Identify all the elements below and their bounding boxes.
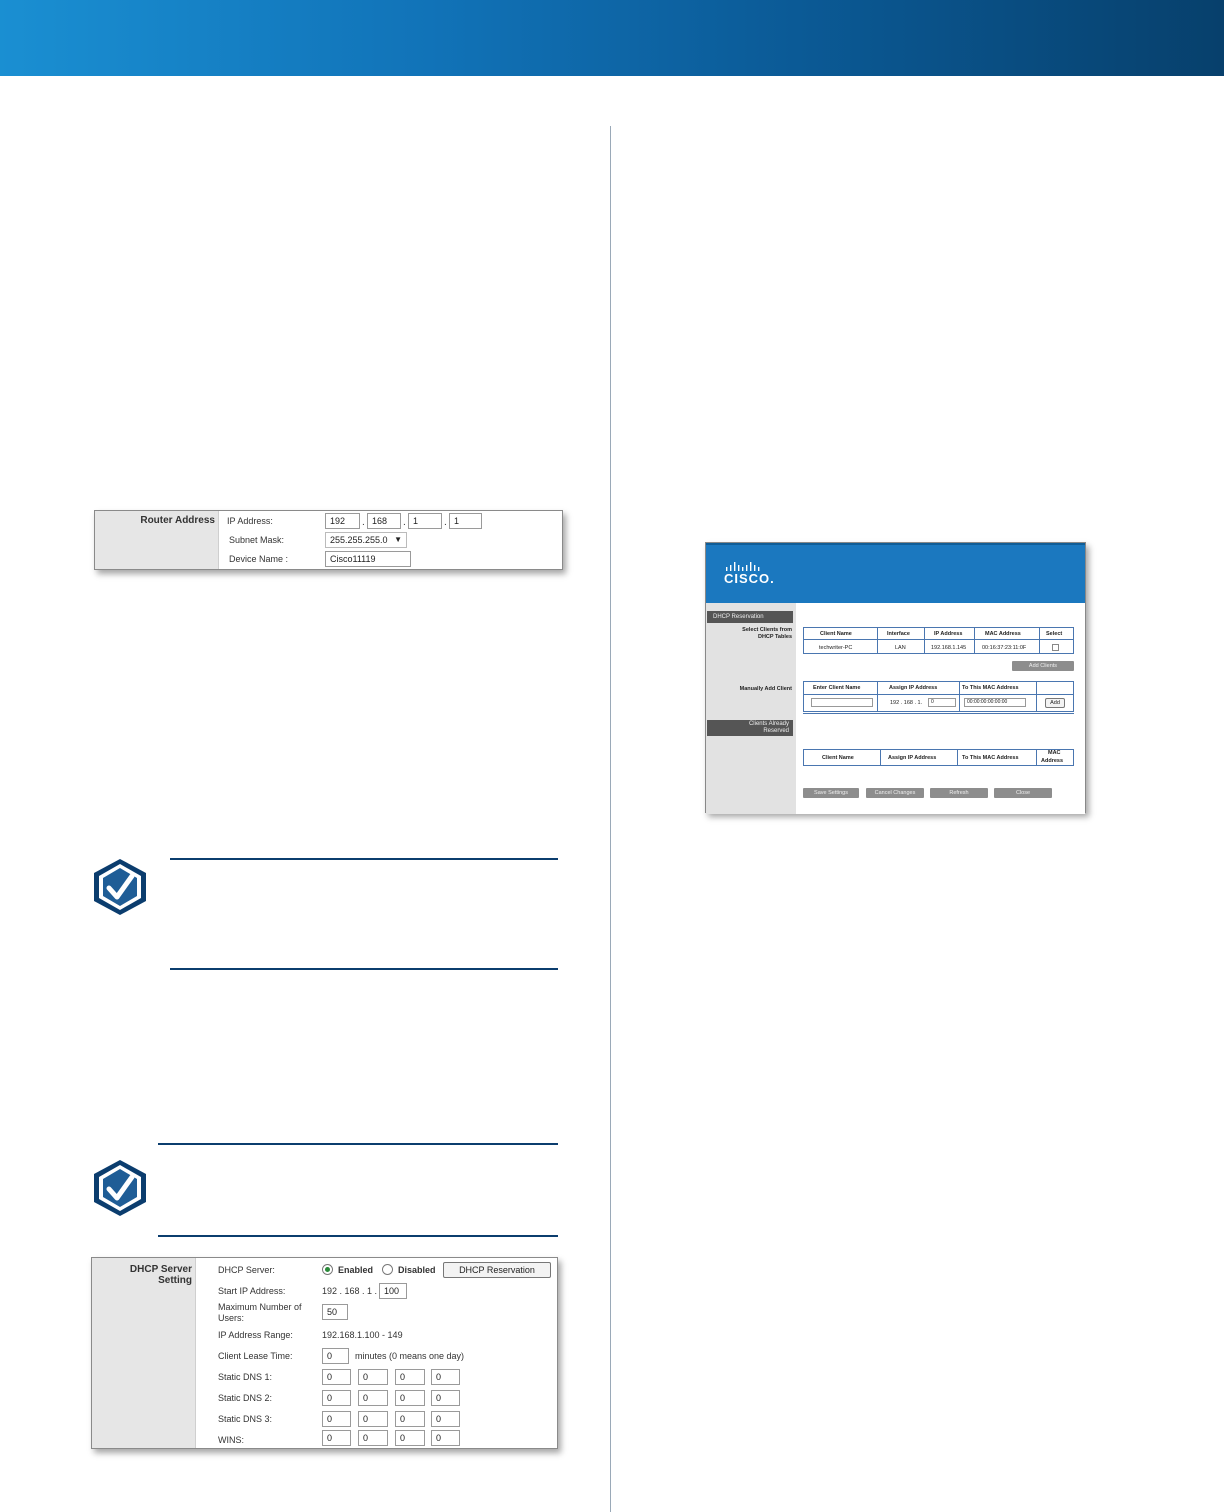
dns2-octet-input[interactable]: 0 [395, 1390, 425, 1406]
manual-ip-prefix: 192 . 168 . 1. [890, 700, 923, 706]
manually-add-client-label: Manually Add Client [739, 686, 792, 692]
dhcp-reservation-section-bar: DHCP Reservation [707, 611, 793, 623]
static-dns-2-label: Static DNS 2: [218, 1393, 273, 1403]
col-assign-ip-address: Assign IP Address [889, 685, 938, 691]
device-name-input[interactable]: Cisco11119 [325, 551, 411, 567]
dns1-octet-input[interactable]: 0 [431, 1369, 460, 1385]
ip-octet-3-input[interactable]: 1 [408, 513, 442, 529]
dns2-octet-input[interactable]: 0 [358, 1390, 388, 1406]
dns2-octet-input[interactable]: 0 [322, 1390, 351, 1406]
static-dns-3-label: Static DNS 3: [218, 1414, 273, 1424]
select-clients-label-1: Select Clients from [742, 627, 792, 633]
reserved-col-mac-line-1: MAC [1048, 750, 1061, 756]
note-2-top-rule [158, 1143, 558, 1145]
cisco-brand-text: CISCO. [724, 571, 775, 586]
clients-reserved-label-2: Reserved [763, 728, 789, 734]
col-to-this-mac: To This MAC Address [962, 685, 1019, 691]
column-divider [610, 126, 611, 1512]
enabled-label: Enabled [338, 1265, 374, 1275]
lease-time-label: Client Lease Time: [218, 1351, 293, 1361]
reserved-col-mac-line-2: Address [1041, 758, 1064, 764]
col-client-name: Client Name [820, 631, 852, 637]
cancel-changes-button[interactable]: Cancel Changes [866, 788, 924, 798]
clients-reserved-section-bar [707, 720, 793, 736]
max-users-label-line-1: Maximum Number of [218, 1302, 302, 1312]
max-users-label-line-2: Users: [218, 1313, 245, 1323]
checkmark-note-icon [90, 857, 150, 917]
save-settings-button[interactable]: Save Settings [803, 788, 859, 798]
dhcp-label-column [92, 1258, 196, 1448]
reserved-col-assign-ip: Assign IP Address [888, 755, 937, 761]
lease-time-input[interactable]: 0 [322, 1348, 349, 1364]
wins-octet-input[interactable]: 0 [358, 1430, 388, 1446]
dns3-octet-input[interactable]: 0 [395, 1411, 425, 1427]
row-interface: LAN [895, 645, 906, 651]
start-ip-label: Start IP Address: [218, 1286, 286, 1296]
ip-address-label: IP Address: [227, 516, 273, 526]
chevron-down-icon: ▼ [394, 535, 402, 544]
device-name-label: Device Name : [229, 554, 289, 564]
top-banner [0, 0, 1224, 76]
cisco-header [706, 543, 1085, 603]
row-mac-address: 00:16:37:23:11:0F [982, 645, 1027, 651]
wins-octet-input[interactable]: 0 [395, 1430, 425, 1446]
dns3-octet-input[interactable]: 0 [358, 1411, 388, 1427]
dns1-octet-input[interactable]: 0 [358, 1369, 388, 1385]
col-select: Select [1046, 631, 1063, 637]
dhcp-reservation-button[interactable]: DHCP Reservation [443, 1262, 551, 1278]
disabled-radio[interactable] [382, 1264, 393, 1275]
subnet-mask-value: 255.255.255.0 [330, 535, 388, 545]
start-ip-prefix: 192 . 168 . 1 . [322, 1286, 378, 1296]
ip-range-value: 192.168.1.100 - 149 [322, 1330, 403, 1340]
clients-reserved-label-1: Clients Already [748, 721, 789, 727]
note-1-bottom-rule [170, 968, 558, 970]
dns1-octet-input[interactable]: 0 [395, 1369, 425, 1385]
router-address-screenshot: Router Address IP Address: 192 . 168 . 1 . 1 Subnet Mask: 255.255.255.0 ▼ Device Name : Cisco11119 [94, 510, 563, 570]
subnet-mask-select[interactable] [325, 532, 407, 548]
close-button[interactable]: Close [994, 788, 1052, 798]
manual-client-name-input[interactable] [811, 698, 873, 707]
manual-ip-last-input[interactable]: 0 [928, 698, 956, 707]
subnet-mask-label: Subnet Mask: [229, 535, 285, 545]
disabled-label: Disabled [398, 1265, 436, 1275]
row-ip-address: 192.168.1.145 [931, 645, 967, 651]
reserved-col-mac: To This MAC Address [962, 755, 1019, 761]
note-2-bottom-rule [158, 1235, 558, 1237]
static-dns-1-label: Static DNS 1: [218, 1372, 273, 1382]
note-1-top-rule [170, 858, 558, 860]
wins-octet-input[interactable]: 0 [431, 1430, 460, 1446]
ip-range-label: IP Address Range: [218, 1330, 293, 1340]
select-clients-label-2: DHCP Tables [757, 634, 792, 640]
dhcp-server-screenshot [91, 1257, 558, 1449]
max-users-input[interactable]: 50 [322, 1304, 348, 1320]
enabled-radio[interactable] [322, 1264, 333, 1275]
lease-time-hint: minutes (0 means one day) [355, 1351, 465, 1361]
router-section-title: Router Address [140, 515, 215, 526]
wins-label: WINS: [218, 1435, 244, 1445]
dns3-octet-input[interactable]: 0 [322, 1411, 351, 1427]
col-interface: Interface [887, 631, 910, 637]
ip-octet-1-input[interactable]: 192 [325, 513, 360, 529]
col-mac-address: MAC Address [985, 631, 1021, 637]
wins-octet-input[interactable]: 0 [322, 1430, 351, 1446]
dns2-octet-input[interactable]: 0 [431, 1390, 460, 1406]
dns3-octet-input[interactable]: 0 [431, 1411, 460, 1427]
add-clients-button[interactable]: Add Clients [1012, 661, 1074, 671]
add-button[interactable]: Add [1045, 698, 1065, 708]
col-enter-client-name: Enter Client Name [813, 685, 861, 691]
dhcp-section-title: DHCP Server Setting [129, 1264, 192, 1286]
refresh-button[interactable]: Refresh [930, 788, 988, 798]
row-client-name: techwriter-PC [819, 645, 853, 651]
dhcp-reservation-screenshot [705, 542, 1086, 813]
reserved-col-client-name: Client Name [822, 755, 854, 761]
dns1-octet-input[interactable]: 0 [322, 1369, 351, 1385]
start-ip-last-input[interactable]: 100 [379, 1283, 407, 1299]
col-ip-address: IP Address [934, 631, 963, 637]
row-select-checkbox[interactable] [1052, 644, 1059, 651]
ip-octet-2-input[interactable]: 168 [367, 513, 401, 529]
ip-octet-4-input[interactable]: 1 [449, 513, 482, 529]
checkmark-note-icon [90, 1158, 150, 1218]
manual-mac-input[interactable]: 00:00:00:00:00:00 [964, 698, 1026, 707]
dhcp-server-label: DHCP Server: [218, 1265, 275, 1275]
